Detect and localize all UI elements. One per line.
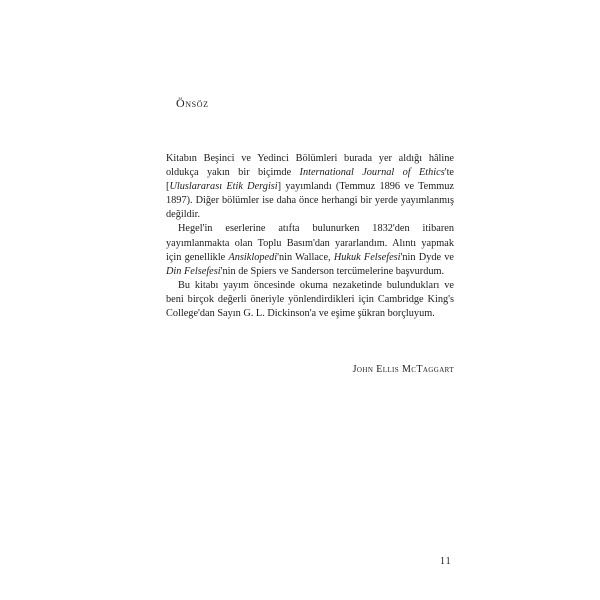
paragraph-2 (166, 222, 454, 278)
paragraph-1 (166, 152, 454, 222)
paragraph-2-text: 'nin Wallace, (277, 251, 334, 263)
book-title-din-felsefesi: Din Felsefesi (166, 265, 221, 277)
book-title-hukuk-felsefesi: Hukuk Felsefesi (333, 251, 401, 263)
journal-title-translation: Uluslararası Etik Dergisi (169, 181, 278, 193)
paragraph-3 (166, 279, 454, 321)
section-heading: Önsöz (176, 96, 209, 110)
paragraph-1-text: ] yayımlandı (Temmuz 1896 ve Temmuz 1897). Diğer bölümler ise daha önce herhangi bir yerde yayımlanmış değildir. (166, 181, 454, 221)
paragraph-1-text: 'te [ (166, 167, 455, 193)
journal-title: International Journal of Ethics (299, 167, 445, 179)
paragraph-2-text: Hegel'in eserlerine atıfta bulunurken 1832'den itibaren yayımlanmakta olan Toplu Basım'dan yararlandım. Alıntı yapmak için genellikle (166, 223, 454, 263)
book-title-ansiklopedi: Ansiklopedi (228, 251, 278, 263)
paragraph-1-text: Kitabın Beşinci ve Yedinci Bölümleri burada yer aldığı hâline oldukça yakın bir biçimde (166, 153, 454, 179)
paragraph-3-text: Bu kitabı yayım öncesinde okuma nezaketinde bulundukları ve beni birçok değerli öneriyle yönlendirdikleri için Cambridge King's College'dan Sayın G. L. Dickinson'a ve eşime şükran borçluyum. (166, 279, 454, 320)
preface-body (166, 152, 454, 321)
paragraph-2-text: 'nin Dyde ve (400, 251, 454, 263)
paragraph-2-text: 'nin de Spiers ve Sanderson tercümelerine başvurdum. (220, 265, 445, 277)
page-number: 11 (440, 556, 452, 567)
author-signature: John Ellis McTaggart (352, 364, 454, 375)
